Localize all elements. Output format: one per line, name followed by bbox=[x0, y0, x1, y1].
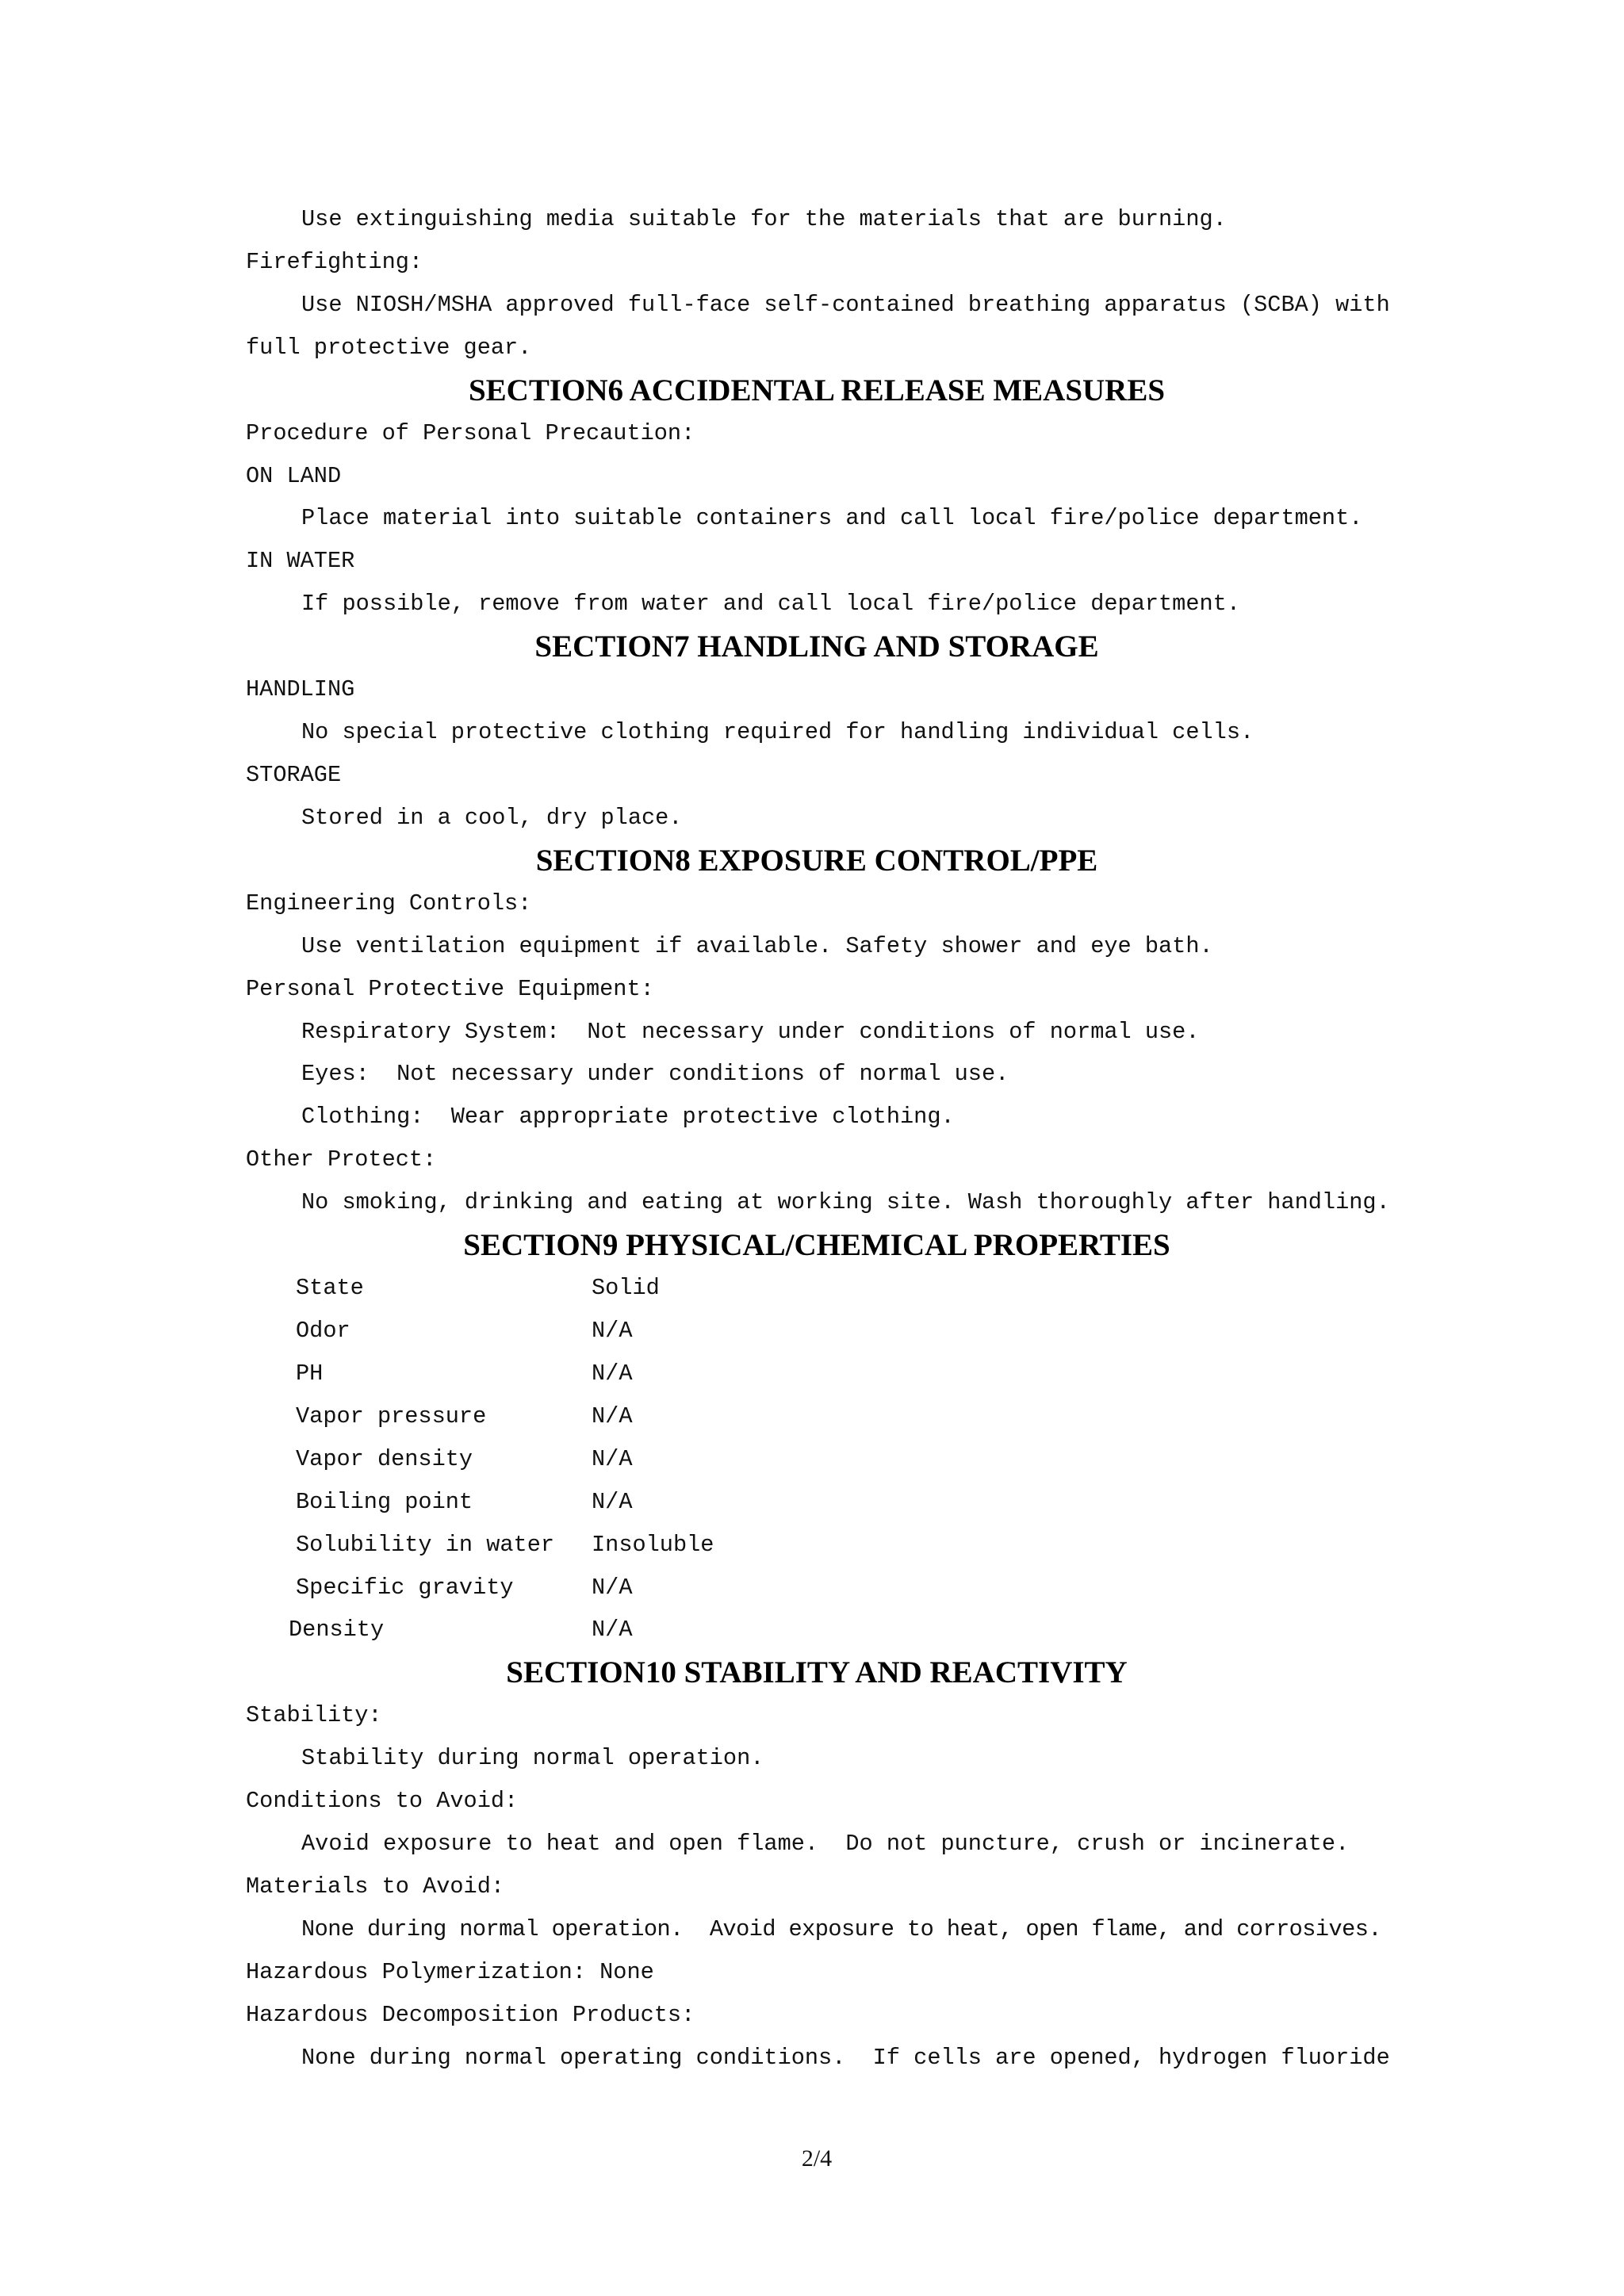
property-value: N/A bbox=[592, 1574, 633, 1601]
procedure-label: Procedure of Personal Precaution: bbox=[246, 419, 695, 446]
section6-heading: SECTION6 ACCIDENTAL RELEASE MEASURES bbox=[468, 373, 1166, 408]
page-number: 2/4 bbox=[801, 2145, 833, 2172]
materials-to-avoid-text: None during normal operation. Avoid exposure to heat, open flame, and corrosives. bbox=[301, 1915, 1381, 1942]
extinguishing-media-text: Use extinguishing media suitable for the materials that are burning. bbox=[301, 206, 1227, 232]
property-name: Vapor pressure bbox=[296, 1402, 487, 1429]
property-value: Insoluble bbox=[592, 1531, 714, 1558]
respiratory-text: Respiratory System: Not necessary under conditions of normal use. bbox=[301, 1018, 1200, 1045]
property-name: Density bbox=[289, 1617, 385, 1644]
property-row-state bbox=[0, 1267, 1624, 1310]
storage-label: STORAGE bbox=[246, 761, 342, 788]
on-land-label: ON LAND bbox=[246, 462, 342, 489]
ppe-label: Personal Protective Equipment: bbox=[246, 975, 654, 1002]
conditions-to-avoid-label: Conditions to Avoid: bbox=[246, 1788, 519, 1815]
on-land-text: Place material into suitable containers and call local fire/police department. bbox=[301, 505, 1363, 532]
hazardous-decomposition-text: None during normal operating conditions. If cells are opened, hydrogen fluoride bbox=[301, 2044, 1390, 2071]
eyes-text: Eyes: Not necessary under conditions of normal use. bbox=[301, 1061, 1009, 1088]
property-row-odor bbox=[0, 1310, 1624, 1353]
section8-heading: SECTION8 EXPOSURE CONTROL/PPE bbox=[535, 843, 1098, 878]
firefighting-text-line1: Use NIOSH/MSHA approved full-face self-contained breathing apparatus (SCBA) with bbox=[301, 291, 1390, 318]
materials-to-avoid-label: Materials to Avoid: bbox=[246, 1873, 505, 1900]
property-row-vapor-pressure bbox=[0, 1395, 1624, 1438]
other-protect-label: Other Protect: bbox=[246, 1146, 437, 1173]
property-name: Solubility in water bbox=[296, 1531, 555, 1558]
property-value: N/A bbox=[592, 1617, 633, 1644]
storage-text: Stored in a cool, dry place. bbox=[301, 804, 683, 831]
property-value: N/A bbox=[592, 1445, 633, 1472]
property-value: N/A bbox=[592, 1402, 633, 1429]
section9-heading: SECTION9 PHYSICAL/CHEMICAL PROPERTIES bbox=[463, 1228, 1170, 1263]
in-water-label: IN WATER bbox=[246, 548, 355, 575]
handling-text: No special protective clothing required for handling individual cells. bbox=[301, 719, 1254, 746]
other-protect-text: No smoking, drinking and eating at working site. Wash thoroughly after handling. bbox=[301, 1189, 1390, 1216]
document-body bbox=[0, 198, 1624, 2080]
section7-heading: SECTION7 HANDLING AND STORAGE bbox=[534, 629, 1099, 664]
property-row-vapor-density bbox=[0, 1438, 1624, 1481]
property-value: N/A bbox=[592, 1488, 633, 1515]
hazardous-decomposition-label: Hazardous Decomposition Products: bbox=[246, 2001, 695, 2028]
stability-label: Stability: bbox=[246, 1702, 382, 1729]
property-name: State bbox=[296, 1275, 364, 1302]
engineering-controls-label: Engineering Controls: bbox=[246, 890, 532, 916]
clothing-text: Clothing: Wear appropriate protective clothing. bbox=[301, 1104, 955, 1131]
firefighting-text-line2: full protective gear. bbox=[246, 334, 532, 361]
firefighting-label: Firefighting: bbox=[246, 248, 423, 275]
property-name: Vapor density bbox=[296, 1445, 473, 1472]
property-name: PH bbox=[296, 1360, 324, 1387]
hazardous-polymerization-text: Hazardous Polymerization: None bbox=[246, 1958, 654, 1985]
property-value: N/A bbox=[592, 1360, 633, 1387]
property-name: Boiling point bbox=[296, 1488, 473, 1515]
property-value: N/A bbox=[592, 1317, 633, 1344]
property-name: Specific gravity bbox=[296, 1574, 514, 1601]
property-value: Solid bbox=[592, 1275, 660, 1302]
stability-text: Stability during normal operation. bbox=[301, 1745, 764, 1772]
property-name: Odor bbox=[296, 1317, 350, 1344]
in-water-text: If possible, remove from water and call local fire/police department. bbox=[301, 591, 1240, 618]
handling-label: HANDLING bbox=[246, 676, 355, 703]
property-row-boiling-point bbox=[0, 1481, 1624, 1524]
property-row-density bbox=[0, 1609, 1624, 1651]
property-row-specific-gravity bbox=[0, 1567, 1624, 1609]
conditions-to-avoid-text: Avoid exposure to heat and open flame. Do not puncture, crush or incinerate. bbox=[301, 1831, 1350, 1858]
property-row-solubility bbox=[0, 1524, 1624, 1567]
section10-heading: SECTION10 STABILITY AND REACTIVITY bbox=[506, 1655, 1128, 1690]
property-row-ph bbox=[0, 1353, 1624, 1395]
engineering-controls-text: Use ventilation equipment if available. Safety shower and eye bath. bbox=[301, 932, 1213, 959]
